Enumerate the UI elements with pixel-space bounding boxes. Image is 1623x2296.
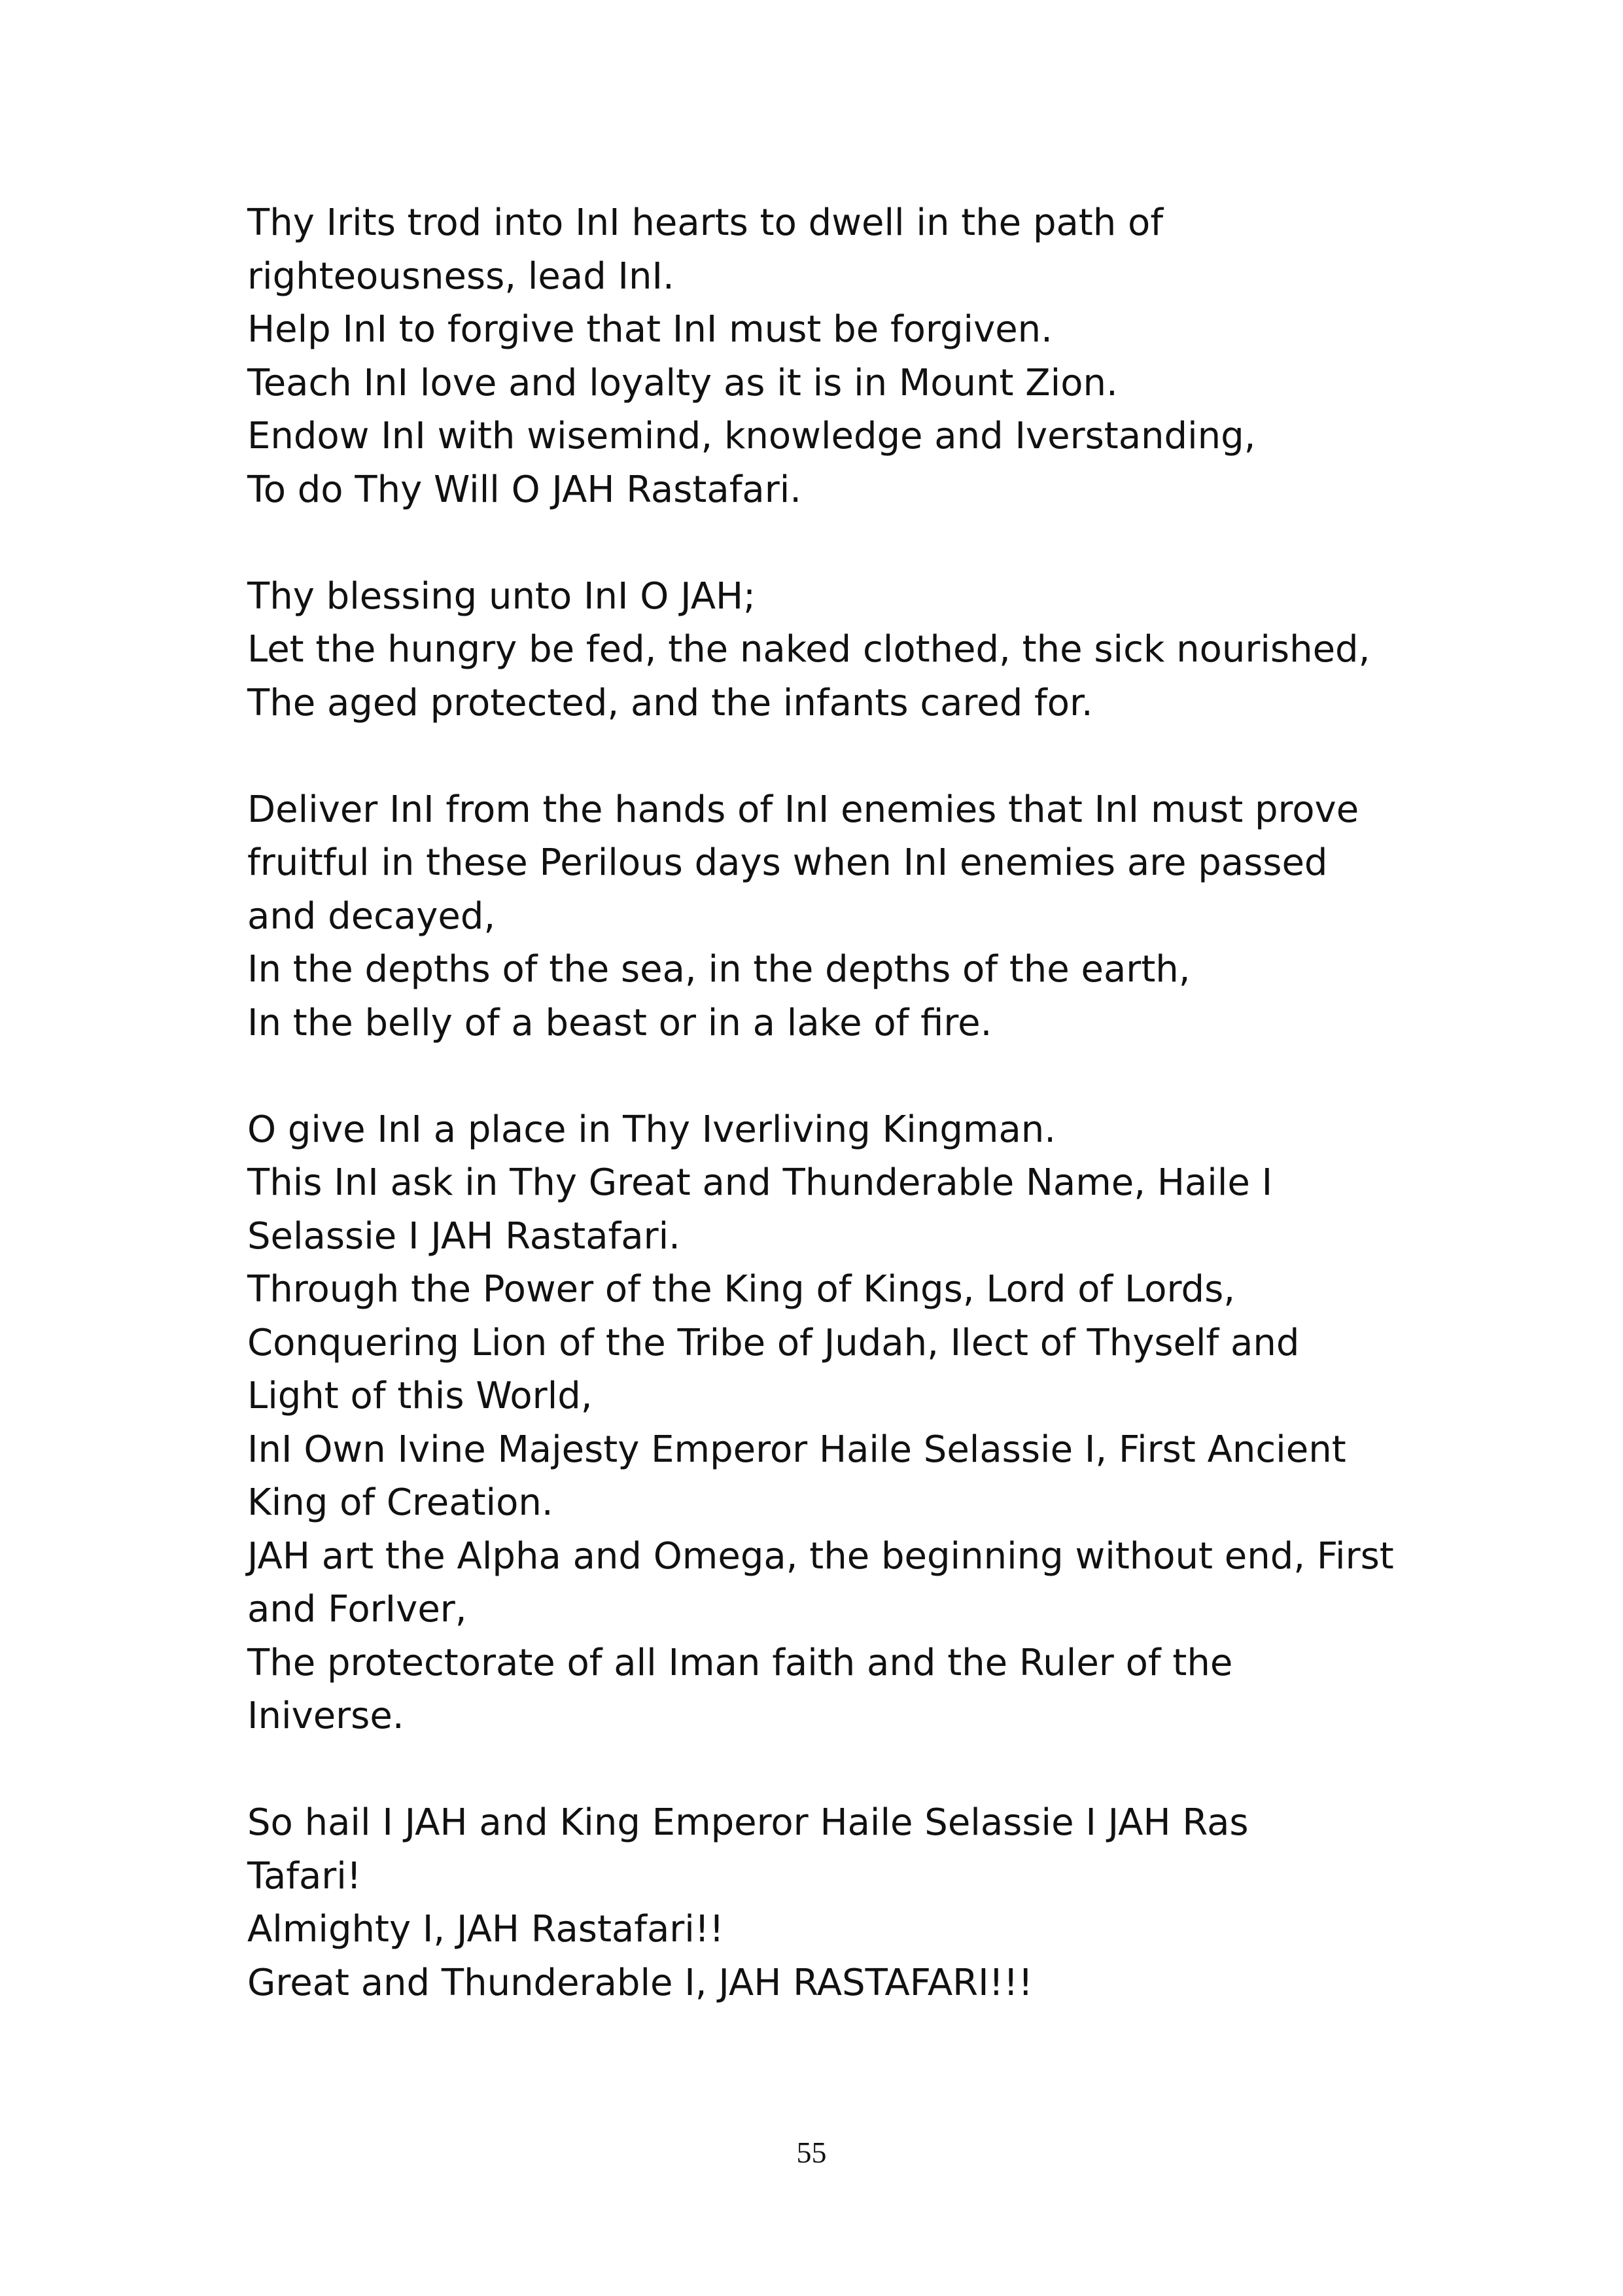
text-line: righteousness, lead InI. bbox=[247, 255, 674, 298]
stanza-1 bbox=[247, 196, 1451, 516]
text-line: Let the hungry be fed, the naked clothed, the sick nourished, bbox=[247, 628, 1370, 671]
text-line: Deliver InI from the hands of InI enemies that InI must prove bbox=[247, 788, 1359, 831]
text-line: In the depths of the sea, in the depths of the earth, bbox=[247, 948, 1191, 991]
text-line: O give InI a place in Thy Iverliving Kingman. bbox=[247, 1108, 1056, 1151]
text-line: Almighty I, JAH Rastafari!! bbox=[247, 1908, 724, 1951]
text-line: Thy Irits trod into InI hearts to dwell in the path of bbox=[247, 202, 1164, 244]
text-line: Endow InI with wisemind, knowledge and Iverstanding, bbox=[247, 415, 1256, 457]
text-line: InI Own Ivine Majesty Emperor Haile Selassie I, First Ancient bbox=[247, 1428, 1346, 1471]
text-line: fruitful in these Perilous days when InI enemies are passed bbox=[247, 841, 1328, 884]
stanza-2 bbox=[247, 570, 1451, 730]
text-line: Iniverse. bbox=[247, 1695, 404, 1737]
text-line: The aged protected, and the infants cared for. bbox=[247, 681, 1093, 724]
text-line: and decayed, bbox=[247, 894, 496, 938]
prayer-text bbox=[247, 196, 1451, 2009]
text-line: JAH art the Alpha and Omega, the beginning without end, First bbox=[247, 1534, 1394, 1578]
text-line: Help InI to forgive that InI must be forgiven. bbox=[247, 308, 1053, 351]
text-line: Tafari! bbox=[247, 1854, 362, 1898]
text-line: Light of this World, bbox=[247, 1375, 593, 1417]
text-line: Selassie I JAH Rastafari. bbox=[247, 1214, 680, 1258]
text-line: The protectorate of all Iman faith and the Ruler of the bbox=[247, 1641, 1233, 1684]
text-line: This InI ask in Thy Great and Thunderable Name, Haile I bbox=[247, 1161, 1273, 1204]
text-line: Great and Thunderable I, JAH RASTAFARI!!! bbox=[247, 1961, 1033, 2004]
text-line: and ForIver, bbox=[247, 1588, 467, 1631]
text-line: Conquering Lion of the Tribe of Judah, Ilect of Thyself and bbox=[247, 1321, 1300, 1364]
text-line: King of Creation. bbox=[247, 1481, 553, 1524]
stanza-5 bbox=[247, 1796, 1451, 2009]
page-number: 55 bbox=[796, 2136, 827, 2169]
text-line: In the belly of a beast or in a lake of fire. bbox=[247, 1001, 992, 1044]
text-line: To do Thy Will O JAH Rastafari. bbox=[247, 468, 802, 511]
text-line: Through the Power of the King of Kings, Lord of Lords, bbox=[247, 1268, 1236, 1311]
stanza-4 bbox=[247, 1103, 1451, 1743]
text-line: So hail I JAH and King Emperor Haile Selassie I JAH Ras bbox=[247, 1801, 1249, 1844]
text-line: Teach InI love and loyalty as it is in Mount Zion. bbox=[247, 361, 1118, 404]
text-line: Thy blessing unto InI O JAH; bbox=[247, 574, 756, 618]
stanza-3 bbox=[247, 783, 1451, 1050]
